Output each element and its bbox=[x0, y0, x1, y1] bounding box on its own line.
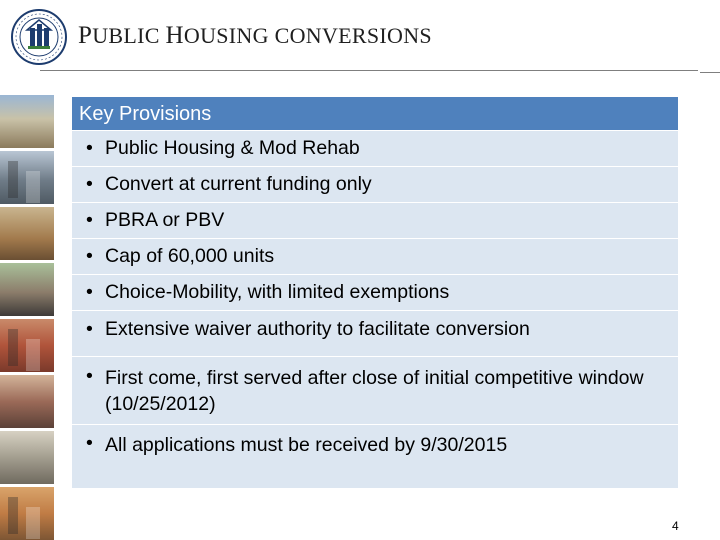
table-row bbox=[72, 130, 678, 166]
header-divider bbox=[40, 70, 698, 71]
provision-text: Public Housing & Mod Rehab bbox=[105, 137, 360, 159]
title-segment: OUSING CONVERSIONS bbox=[183, 23, 432, 48]
provision-text: Convert at current funding only bbox=[105, 173, 372, 195]
table-row bbox=[72, 310, 678, 356]
page-title bbox=[78, 22, 432, 50]
hud-seal-icon bbox=[10, 8, 68, 66]
header-divider-tail bbox=[700, 72, 720, 73]
bullet: • bbox=[86, 209, 93, 231]
housing-photo bbox=[0, 95, 54, 148]
provision-text: Cap of 60,000 units bbox=[105, 245, 275, 267]
housing-photo bbox=[0, 431, 54, 484]
bullet: • bbox=[86, 365, 93, 387]
provision-text: Extensive waiver authority to facilitate conversion bbox=[105, 318, 530, 340]
housing-photo bbox=[0, 487, 54, 540]
bullet: • bbox=[86, 318, 93, 340]
title-initial: P bbox=[78, 22, 93, 49]
table-row bbox=[72, 166, 678, 202]
table-heading: Key Provisions bbox=[72, 97, 678, 130]
table-row bbox=[72, 274, 678, 310]
bullet: • bbox=[86, 173, 93, 195]
housing-photo bbox=[0, 263, 54, 316]
provision-text: PBRA or PBV bbox=[105, 209, 225, 231]
note-block bbox=[72, 424, 678, 488]
page-number: 4 bbox=[672, 519, 679, 533]
note-text: All applications must be received by 9/30/2015 bbox=[105, 434, 508, 456]
note-text: First come, first served after close of initial competitive window (10/25/2012) bbox=[105, 367, 644, 415]
housing-photo bbox=[0, 207, 54, 260]
note-block bbox=[72, 356, 678, 424]
housing-photo bbox=[0, 151, 54, 204]
housing-photo bbox=[0, 319, 54, 372]
bullet: • bbox=[86, 137, 93, 159]
bullet: • bbox=[86, 281, 93, 303]
housing-photo bbox=[0, 375, 54, 428]
table-row bbox=[72, 238, 678, 274]
bullet: • bbox=[86, 245, 93, 267]
bullet: • bbox=[86, 432, 93, 454]
title-segment: UBLIC bbox=[92, 23, 166, 48]
title-initial: H bbox=[165, 22, 184, 49]
table-row bbox=[72, 202, 678, 238]
provision-text: Choice-Mobility, with limited exemptions bbox=[105, 281, 450, 303]
provisions-table bbox=[72, 97, 678, 488]
photo-strip bbox=[0, 95, 54, 540]
